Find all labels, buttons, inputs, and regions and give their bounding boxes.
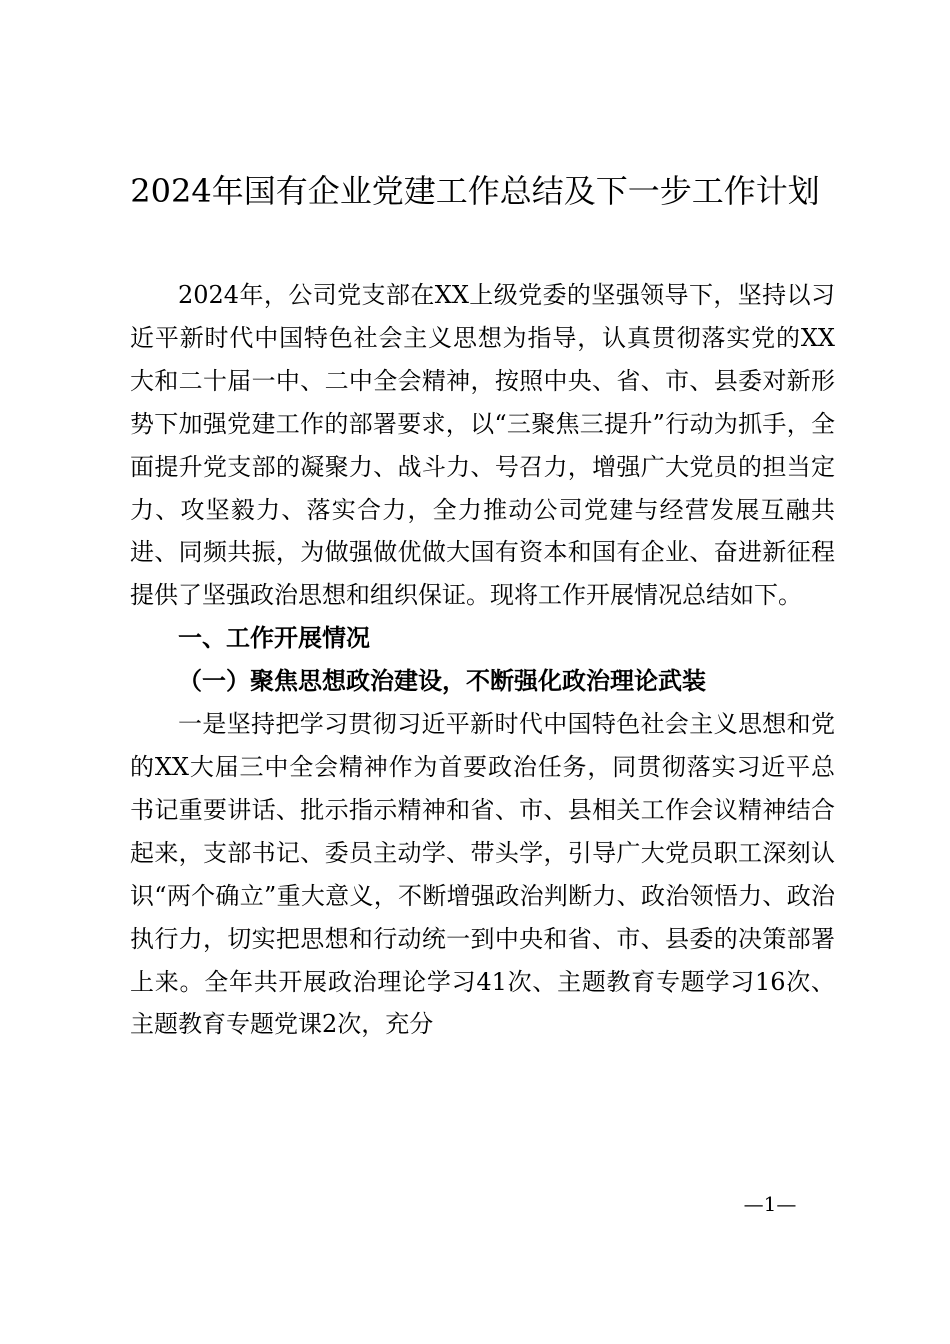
intro-paragraph: 2024年，公司党支部在XX上级党委的坚强领导下，坚持以习近平新时代中国特色社会主义思想为指导，认真贯彻落实党的XX大和二十届一中、二中全会精神，按照中央、省、市、县委对新形势下加强党建工作的部署要求，以“三聚焦三提升”行动为抓手，全面提升党支部的凝聚力、战斗力、号召力，增强广大党员的担当定力、攻坚毅力、落实合力，全力推动公司党建与经营发展互融共进、同频共振，为做强做优做大国有资本和国有企业、奋进新征程提供了坚强政治思想和组织保证。现将工作开展情况总结如下。 <box>130 281 835 610</box>
section-heading: 一、工作开展情况 <box>178 624 370 653</box>
document-title: 2024年国有企业党建工作总结及下一步工作计划 <box>130 172 820 210</box>
subsection-heading: （一）聚焦思想政治建设，不断强化政治理论武装 <box>178 666 706 696</box>
body-paragraph: 一是坚持把学习贯彻习近平新时代中国特色社会主义思想和党的XX大届三中全会精神作为首要政治任务，同贯彻落实习近平总书记重要讲话、批示指示精神和省、市、县相关工作会议精神结合起来，支部书记、委员主动学、带头学，引导广大党员职工深刻认识“两个确立”重大意义，不断增强政治判断力、政治领悟力、政治执行力，切实把思想和行动统一到中央和省、市、县委的决策部署上来。全年共开展政治理论学习41次、主题教育专题学习16次、主题教育专题党课2次，充分 <box>130 710 835 1039</box>
document-body <box>130 274 835 1046</box>
page-number: —1— <box>743 1192 797 1216</box>
